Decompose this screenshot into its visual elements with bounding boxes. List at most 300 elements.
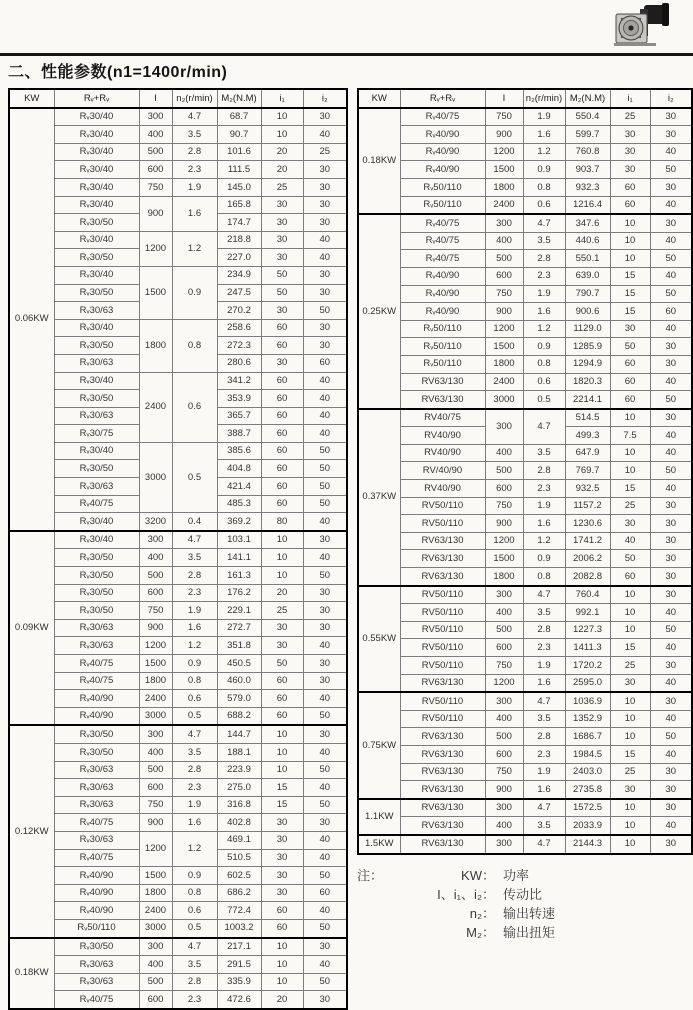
cell-i1: 40 [610, 532, 650, 550]
note-line [357, 885, 677, 904]
cell-i1: 60 [261, 442, 303, 460]
cell-total-ratio: 750 [485, 497, 523, 515]
table-row [9, 178, 347, 196]
cell-total-ratio: 1200 [485, 532, 523, 550]
cell-i2: 30 [650, 178, 692, 196]
cell-output-speed: 0.9 [172, 867, 217, 885]
cell-output-torque: 369.2 [217, 513, 261, 531]
cell-i1: 15 [610, 285, 650, 303]
cell-rv-combination: Rᵥ50/110 [400, 320, 485, 338]
cell-output-speed: 1.9 [523, 108, 565, 126]
cell-i1: 30 [261, 884, 303, 902]
table-header [9, 89, 347, 108]
cell-i1: 10 [610, 835, 650, 854]
cell-i1: 15 [610, 267, 650, 285]
cell-output-torque: 1157.2 [565, 497, 610, 515]
table-row [358, 108, 692, 126]
cell-i2: 25 [303, 143, 347, 161]
table-row [9, 973, 347, 991]
cell-output-torque: 223.9 [217, 761, 261, 779]
cell-total-ratio: 1200 [485, 674, 523, 692]
cell-i2: 30 [650, 568, 692, 586]
cell-rv-combination: Rᵥ30/50 [54, 567, 139, 585]
cell-kw-group: 0.18KW [9, 938, 54, 1009]
cell-i1: 30 [261, 302, 303, 320]
cell-total-ratio: 750 [485, 108, 523, 126]
cell-output-torque: 992.1 [565, 604, 610, 622]
cell-i1: 60 [261, 495, 303, 513]
cell-output-speed: 0.5 [172, 442, 217, 512]
performance-table-right [357, 88, 693, 855]
note-line [357, 923, 677, 942]
cell-i1: 30 [610, 674, 650, 692]
table-row [9, 108, 347, 126]
cell-i1: 30 [610, 320, 650, 338]
cell-rv-combination: RV50/110 [400, 621, 485, 639]
cell-i1: 30 [610, 515, 650, 533]
table-row [9, 196, 347, 214]
table-row [9, 814, 347, 832]
cell-output-torque: 2006.2 [565, 550, 610, 568]
table-row [9, 779, 347, 797]
cell-rv-combination: Rᵥ40/75 [54, 672, 139, 690]
cell-output-speed: 2.8 [172, 761, 217, 779]
cell-total-ratio: 400 [139, 126, 172, 144]
cell-rv-combination: RV63/130 [400, 550, 485, 568]
cell-i1: 10 [610, 250, 650, 268]
cell-rv-combination: RV63/130 [400, 532, 485, 550]
divider-rule [0, 53, 693, 56]
cell-output-torque: 1741.2 [565, 532, 610, 550]
cell-output-torque: 103.1 [217, 531, 261, 549]
cell-i2: 30 [650, 781, 692, 799]
cell-i2: 30 [650, 835, 692, 854]
cell-output-speed: 4.7 [523, 409, 565, 445]
cell-output-torque: 272.3 [217, 337, 261, 355]
cell-output-speed: 4.7 [172, 938, 217, 956]
cell-total-ratio: 600 [139, 991, 172, 1009]
note-line [357, 904, 677, 923]
cell-i2: 50 [303, 973, 347, 991]
cell-i1: 30 [610, 126, 650, 144]
col-header-m2: M₂(N.M) [217, 89, 261, 108]
cell-rv-combination: Rᵥ30/63 [54, 302, 139, 320]
cell-output-speed: 3.5 [523, 444, 565, 462]
note-label: n₂： [469, 906, 495, 921]
table-row [358, 763, 692, 781]
cell-output-torque: 686.2 [217, 884, 261, 902]
cell-rv-combination: Rᵥ30/40 [54, 319, 139, 337]
cell-rv-combination: Rᵥ30/40 [54, 108, 139, 126]
cell-i2: 40 [303, 849, 347, 867]
cell-i1: 10 [261, 531, 303, 549]
cell-output-speed: 0.8 [523, 355, 565, 373]
cell-output-torque: 421.4 [217, 478, 261, 496]
cell-i2: 40 [303, 390, 347, 408]
col-header-m2: M₂(N.M) [565, 89, 610, 108]
cell-output-torque: 599.7 [565, 126, 610, 144]
cell-output-speed: 4.7 [523, 692, 565, 710]
cell-output-speed: 0.6 [172, 690, 217, 708]
cell-i2: 30 [303, 196, 347, 214]
cell-i1: 60 [610, 391, 650, 409]
table-row [358, 391, 692, 409]
cell-i1: 60 [261, 425, 303, 443]
cell-i1: 30 [261, 354, 303, 372]
cell-output-speed: 2.8 [523, 728, 565, 746]
cell-output-speed: 4.7 [523, 799, 565, 817]
cell-output-torque: 247.5 [217, 284, 261, 302]
cell-total-ratio: 400 [139, 743, 172, 761]
cell-i2: 50 [650, 285, 692, 303]
cell-i1: 10 [610, 232, 650, 250]
cell-i1: 10 [610, 728, 650, 746]
cell-i1: 60 [261, 707, 303, 725]
cell-i1: 10 [261, 108, 303, 126]
cell-i2: 50 [650, 250, 692, 268]
cell-i1: 60 [261, 319, 303, 337]
cell-total-ratio: 3000 [139, 919, 172, 937]
cell-i2: 30 [303, 284, 347, 302]
cell-i2: 30 [650, 214, 692, 232]
table-row [9, 956, 347, 974]
cell-rv-combination: RV63/130 [400, 373, 485, 391]
table-row [9, 442, 347, 460]
table-row [358, 692, 692, 710]
cell-output-speed: 4.7 [172, 531, 217, 549]
cell-output-speed: 0.8 [172, 672, 217, 690]
cell-i1: 20 [261, 584, 303, 602]
cell-i1: 60 [610, 373, 650, 391]
cell-output-torque: 469.1 [217, 831, 261, 849]
table-row [358, 250, 692, 268]
table-row [358, 444, 692, 462]
cell-i1: 60 [610, 568, 650, 586]
cell-i1: 10 [610, 817, 650, 835]
cell-output-speed: 1.2 [523, 532, 565, 550]
cell-output-speed: 2.8 [172, 973, 217, 991]
cell-total-ratio: 1500 [139, 266, 172, 319]
cell-i1: 50 [610, 338, 650, 356]
cell-i2: 40 [650, 267, 692, 285]
cell-i2: 30 [650, 338, 692, 356]
cell-output-torque: 347.6 [565, 214, 610, 232]
cell-i2: 30 [303, 337, 347, 355]
cell-rv-combination: Rᵥ30/40 [54, 513, 139, 531]
cell-total-ratio: 1200 [485, 143, 523, 161]
cell-i1: 30 [261, 196, 303, 214]
note-label: M₂： [466, 925, 495, 940]
cell-total-ratio: 600 [485, 267, 523, 285]
cell-total-ratio: 3000 [139, 707, 172, 725]
cell-i1: 10 [261, 761, 303, 779]
cell-total-ratio: 600 [139, 584, 172, 602]
cell-rv-combination: Rᵥ50/110 [400, 338, 485, 356]
cell-output-speed: 1.9 [523, 285, 565, 303]
cell-output-torque: 1686.7 [565, 728, 610, 746]
cell-i1: 10 [261, 567, 303, 585]
cell-i1: 30 [261, 831, 303, 849]
cell-output-speed: 1.6 [172, 196, 217, 231]
cell-output-torque: 272.7 [217, 619, 261, 637]
table-row [9, 513, 347, 531]
cell-i2: 40 [303, 690, 347, 708]
cell-i1: 10 [610, 444, 650, 462]
cell-rv-combination: Rᵥ30/50 [54, 602, 139, 620]
cell-i2: 40 [303, 231, 347, 249]
cell-i1: 15 [610, 639, 650, 657]
cell-i2: 40 [303, 249, 347, 267]
cell-total-ratio: 750 [485, 285, 523, 303]
cell-i2: 50 [303, 478, 347, 496]
cell-i1: 10 [610, 692, 650, 710]
cell-i2: 40 [650, 143, 692, 161]
table-row [358, 781, 692, 799]
cell-output-torque: 2082.8 [565, 568, 610, 586]
cell-i2: 30 [650, 763, 692, 781]
cell-output-torque: 602.5 [217, 867, 261, 885]
col-header-i2: i₂ [650, 89, 692, 108]
cell-output-torque: 111.5 [217, 161, 261, 179]
cell-i2: 40 [303, 637, 347, 655]
cell-rv-combination: RV63/130 [400, 391, 485, 409]
cell-output-torque: 101.6 [217, 143, 261, 161]
cell-output-speed: 0.5 [172, 919, 217, 937]
table-row [9, 884, 347, 902]
cell-i1: 15 [610, 745, 650, 763]
cell-i2: 30 [650, 355, 692, 373]
col-header-kw: KW [358, 89, 400, 108]
cell-i2: 40 [303, 549, 347, 567]
cell-output-torque: 188.1 [217, 743, 261, 761]
cell-output-speed: 1.9 [172, 796, 217, 814]
cell-kw-group: 0.09KW [9, 531, 54, 726]
table-row [358, 817, 692, 835]
cell-i2: 30 [650, 108, 692, 126]
cell-rv-combination: RV63/130 [400, 763, 485, 781]
cell-total-ratio: 2400 [485, 373, 523, 391]
cell-output-speed: 0.9 [523, 550, 565, 568]
cell-rv-combination: Rᵥ30/63 [54, 831, 139, 849]
cell-output-torque: 1352.9 [565, 710, 610, 728]
cell-output-torque: 217.1 [217, 938, 261, 956]
cell-total-ratio: 500 [139, 567, 172, 585]
cell-i2: 30 [303, 655, 347, 673]
cell-rv-combination: Rᵥ30/50 [54, 249, 139, 267]
cell-output-torque: 440.6 [565, 232, 610, 250]
cell-rv-combination: Rᵥ40/90 [400, 143, 485, 161]
cell-total-ratio: 400 [485, 444, 523, 462]
cell-rv-combination: RV50/110 [400, 586, 485, 604]
cell-output-torque: 1294.9 [565, 355, 610, 373]
cell-output-torque: 229.1 [217, 602, 261, 620]
cell-i1: 60 [261, 919, 303, 937]
cell-rv-combination: Rᵥ30/63 [54, 779, 139, 797]
cell-output-torque: 275.0 [217, 779, 261, 797]
cell-output-torque: 514.5 [565, 409, 610, 427]
cell-total-ratio: 300 [139, 108, 172, 126]
cell-output-torque: 1230.6 [565, 515, 610, 533]
cell-output-torque: 510.5 [217, 849, 261, 867]
cell-rv-combination: Rᵥ40/90 [54, 867, 139, 885]
cell-i2: 50 [650, 391, 692, 409]
cell-i1: 60 [261, 407, 303, 425]
table-row [358, 745, 692, 763]
cell-output-torque: 174.7 [217, 214, 261, 232]
cell-total-ratio: 2400 [139, 372, 172, 442]
cell-i2: 30 [303, 584, 347, 602]
cell-total-ratio: 2400 [139, 690, 172, 708]
table-row [358, 568, 692, 586]
cell-i2: 40 [650, 639, 692, 657]
cell-rv-combination: Rᵥ30/40 [54, 161, 139, 179]
cell-total-ratio: 1500 [485, 550, 523, 568]
cell-i2: 40 [650, 710, 692, 728]
cell-output-speed: 1.6 [172, 814, 217, 832]
cell-output-torque: 1216.4 [565, 196, 610, 214]
cell-rv-combination: Rᵥ40/90 [400, 267, 485, 285]
cell-output-speed: 1.2 [172, 637, 217, 655]
cell-i1: 20 [261, 991, 303, 1009]
cell-output-torque: 688.2 [217, 707, 261, 725]
cell-i2: 40 [303, 831, 347, 849]
cell-rv-combination: Rᵥ40/90 [400, 126, 485, 144]
cell-output-speed: 1.6 [523, 303, 565, 321]
cell-i1: 10 [610, 586, 650, 604]
cell-rv-combination: Rᵥ30/40 [54, 126, 139, 144]
table-row [9, 743, 347, 761]
cell-total-ratio: 900 [139, 196, 172, 231]
cell-output-torque: 472.6 [217, 991, 261, 1009]
cell-output-speed: 4.7 [523, 835, 565, 854]
cell-total-ratio: 3000 [139, 442, 172, 512]
cell-output-speed: 0.6 [523, 373, 565, 391]
cell-output-speed: 3.5 [523, 604, 565, 622]
cell-total-ratio: 900 [139, 814, 172, 832]
cell-output-speed: 1.6 [523, 674, 565, 692]
cell-i1: 25 [261, 178, 303, 196]
cell-output-speed: 0.5 [172, 707, 217, 725]
cell-output-torque: 460.0 [217, 672, 261, 690]
cell-i2: 30 [303, 725, 347, 743]
cell-total-ratio: 500 [485, 462, 523, 480]
cell-rv-combination: Rᵥ50/110 [400, 355, 485, 373]
cell-total-ratio: 1800 [485, 355, 523, 373]
cell-total-ratio: 1200 [139, 637, 172, 655]
table-row [358, 462, 692, 480]
cell-rv-combination: Rᵥ40/75 [400, 214, 485, 232]
cell-rv-combination: Rᵥ30/40 [54, 231, 139, 249]
cell-rv-combination: Rᵥ30/50 [54, 725, 139, 743]
cell-total-ratio: 500 [485, 250, 523, 268]
cell-kw-group: 1.1KW [358, 799, 400, 835]
cell-total-ratio: 1200 [139, 831, 172, 866]
cell-output-torque: 2144.3 [565, 835, 610, 854]
cell-total-ratio: 750 [139, 602, 172, 620]
cell-rv-combination: Rᵥ30/50 [54, 743, 139, 761]
cell-total-ratio: 3000 [485, 391, 523, 409]
table-row [358, 303, 692, 321]
cell-output-speed: 2.8 [172, 567, 217, 585]
cell-i1: 10 [261, 938, 303, 956]
cell-i2: 50 [650, 728, 692, 746]
cell-rv-combination: RV63/130 [400, 674, 485, 692]
cell-i1: 10 [261, 126, 303, 144]
cell-kw-group: 1.5KW [358, 835, 400, 854]
cell-i2: 40 [650, 480, 692, 498]
table-header [358, 89, 692, 108]
table-row [358, 373, 692, 391]
cell-output-speed: 2.8 [523, 621, 565, 639]
cell-total-ratio: 300 [139, 938, 172, 956]
cell-output-speed: 0.8 [172, 884, 217, 902]
cell-i2: 50 [303, 707, 347, 725]
cell-output-speed: 1.2 [523, 320, 565, 338]
table-row [9, 796, 347, 814]
cell-total-ratio: 1500 [139, 655, 172, 673]
cell-output-torque: 404.8 [217, 460, 261, 478]
table-row [9, 549, 347, 567]
cell-total-ratio: 300 [485, 586, 523, 604]
cell-rv-combination: RV50/110 [400, 710, 485, 728]
cell-total-ratio: 500 [139, 973, 172, 991]
cell-i2: 50 [650, 462, 692, 480]
cell-rv-combination: Rᵥ30/50 [54, 549, 139, 567]
cell-total-ratio: 600 [139, 161, 172, 179]
cell-total-ratio: 1800 [139, 319, 172, 372]
cell-kw-group: 0.25KW [358, 214, 400, 409]
table-row [9, 619, 347, 637]
cell-i2: 40 [303, 126, 347, 144]
cell-rv-combination: Rᵥ40/75 [400, 250, 485, 268]
cell-total-ratio: 900 [485, 781, 523, 799]
cell-output-torque: 499.3 [565, 427, 610, 445]
cell-output-torque: 450.5 [217, 655, 261, 673]
cell-rv-combination: RV50/110 [400, 692, 485, 710]
table-body [9, 108, 347, 1009]
cell-total-ratio: 900 [139, 619, 172, 637]
cell-i2: 50 [303, 460, 347, 478]
cell-i1: 30 [261, 231, 303, 249]
cell-i1: 30 [610, 781, 650, 799]
cell-output-speed: 1.9 [172, 602, 217, 620]
header-row [9, 89, 347, 108]
table-row [9, 655, 347, 673]
table-row [9, 602, 347, 620]
table-row [358, 214, 692, 232]
cell-total-ratio: 1800 [139, 884, 172, 902]
cell-i2: 30 [650, 692, 692, 710]
cell-rv-combination: RV63/130 [400, 799, 485, 817]
cell-output-speed: 0.6 [523, 196, 565, 214]
cell-output-speed: 1.9 [523, 763, 565, 781]
cell-i2: 30 [303, 178, 347, 196]
cell-i2: 30 [303, 214, 347, 232]
cell-i1: 30 [610, 143, 650, 161]
cell-output-speed: 1.2 [172, 831, 217, 866]
table-row [358, 604, 692, 622]
cell-output-speed: 0.9 [172, 266, 217, 319]
cell-kw-group: 0.37KW [358, 409, 400, 586]
cell-i2: 30 [303, 266, 347, 284]
cell-output-speed: 2.3 [172, 779, 217, 797]
cell-rv-combination: Rᵥ40/90 [54, 707, 139, 725]
cell-i2: 40 [303, 372, 347, 390]
cell-output-torque: 769.7 [565, 462, 610, 480]
col-header-kw: KW [9, 89, 54, 108]
cell-output-speed: 2.3 [523, 639, 565, 657]
cell-i2: 60 [303, 354, 347, 372]
